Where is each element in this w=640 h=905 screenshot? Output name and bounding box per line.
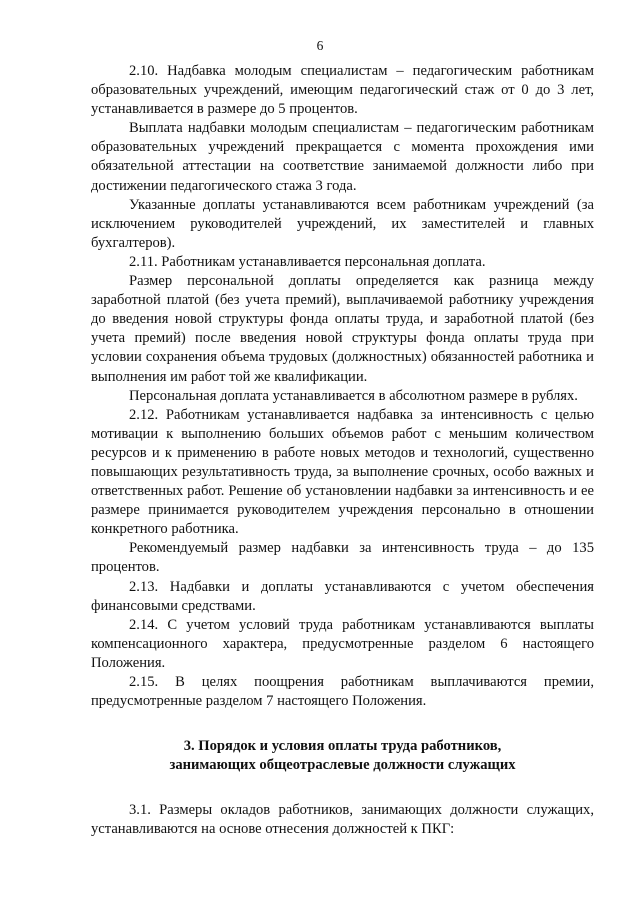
section-3-heading-line-1: 3. Порядок и условия оплаты труда работников, [183,738,502,755]
paragraph-2-11-rubles: Персональная доплата устанавливается в абсолютном размере в рублях. [129,387,578,404]
paragraph-2-15: 2.15. В целях поощрения работникам выплачиваются премии, предусмотренные разделом 7 настоящего Положения. [91,674,594,710]
paragraph-2-10: 2.10. Надбавка молодым специалистам – педагогическим работникам образовательных учреждений, имеющим педагогический стаж от 0 до 3 лет, устанавливается в размере до 5 процентов. [91,63,594,118]
paragraph-2-12: 2.12. Работникам устанавливается надбавка за интенсивность с целью мотивации к выполнению больших объемов работ с меньшим количеством ресурсов и к применению в работе новых методов и технологий, существенно повышающих результативность труда, за выполнение срочных, особо важных и ответственных работ. Решение об установлении надбавки за интенсивность и ее размере принимается руководителем учреждения персонально в отношении конкретного работника. [91,406,594,538]
paragraph-3-1: 3.1. Размеры окладов работников, занимающих должности служащих, устанавливаются на основе отнесения должностей к ПКГ: [91,802,594,838]
section-3-heading-line-2: занимающих общеотраслевые должности служащих [169,757,516,774]
page-number: 6 [316,38,324,53]
paragraph-2-14: 2.14. С учетом условий труда работникам устанавливаются выплаты компенсационного характера, предусмотренные разделом 6 настоящего Положения. [91,616,594,671]
paragraph-2-13: 2.13. Надбавки и доплаты устанавливаются с учетом обеспечения финансовыми средствами. [91,578,594,614]
paragraph-2-10-termination: Выплата надбавки молодым специалистам – педагогическим работникам образовательных учреждений прекращается с момента прохождения ими обязательной аттестации на соответствие занимаемой должности либо при достижении педагогического стажа 3 года. [91,120,594,194]
section-3-heading [91,737,594,775]
section-spacer [91,775,594,801]
paragraph-2-12-recommended: Рекомендуемый размер надбавки за интенсивность труда – до 135 процентов. [91,540,594,576]
paragraph-2-10-applicability: Указанные доплаты устанавливаются всем работникам учреждений (за исключением руководителей учреждений, их заместителей и главных бухгалтеров). [91,196,594,251]
paragraph-2-11-amount: Размер персональной доплаты определяется как разница между заработной платой (без учета премий), выплачиваемой работнику учреждения до введения новой структуры фонда оплаты труда, и заработной платой (без учета премий) после введения новой структуры фонда оплаты труда при условии сохранения объема трудовых (должностных) обязанностей работника и выполнения им работ той же квалификации. [91,273,594,385]
document-body [91,62,594,840]
paragraph-2-11: 2.11. Работникам устанавливается персональная доплата. [129,253,486,270]
